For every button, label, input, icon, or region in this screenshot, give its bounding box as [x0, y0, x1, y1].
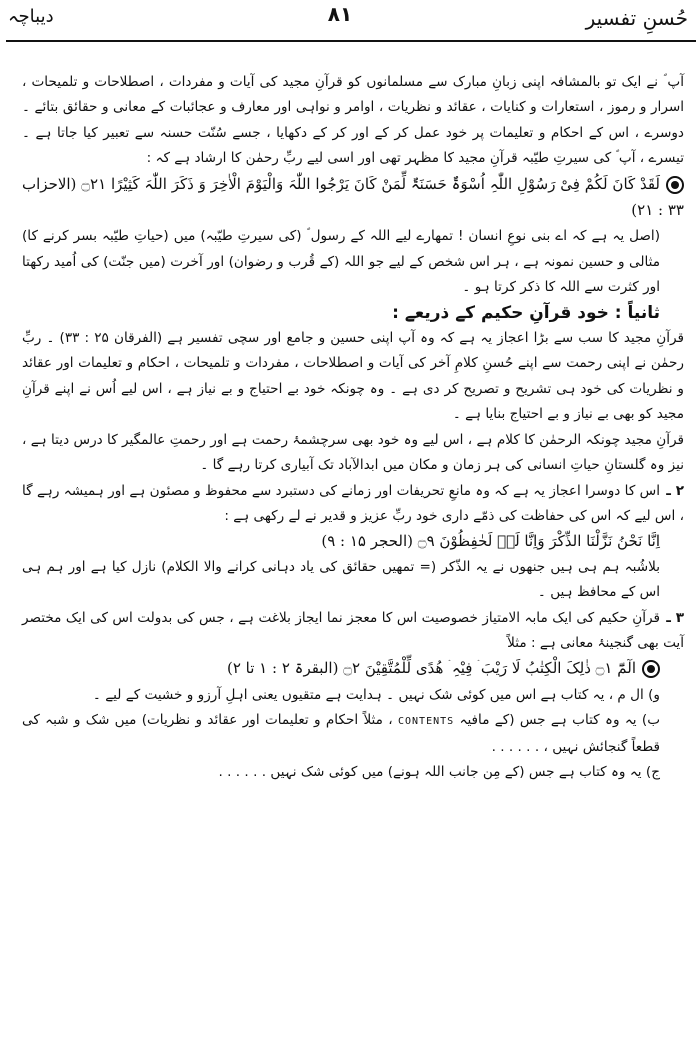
ellipsis: . . . . . .	[218, 763, 267, 780]
item-2	[22, 479, 684, 530]
section-heading: ثانیاً : خود قرآنِ حکیم کے ذریعے :	[392, 302, 660, 323]
ayah-3	[22, 656, 684, 682]
sub-item-b-text-1: یہ وہ کتاب ہے جس (کے مافیہ	[459, 712, 637, 729]
sub-item-c-label: ج)	[645, 763, 660, 780]
section-title: دیباچہ	[8, 6, 54, 27]
sub-item-b-text-2: ، مثلاً احکام و تعلیمات اور عقائد و نظریات) میں شک و شبہ کی قطعاً گنجائش نہیں ،	[22, 712, 660, 755]
item-3	[22, 606, 684, 657]
bullet-circle-icon	[642, 660, 660, 678]
item-3-number: ۳ ـ	[666, 609, 684, 626]
contents-word: CONTENTS	[397, 716, 455, 728]
item-2-text: اس کا دوسرا اعجاز یہ ہے کہ وہ مانعِ تحریفات اور زمانے کی دستبرد سے محفوظ و مصئون ہے اور ہمیشہ رہے گا ، اس لیے کہ اس کی حفاظت کی ذمّے داری خود ربِّ عزیز و قدیر نے لے رکھی ہے :	[22, 482, 684, 524]
ayah-3-text: الٓمّٓ ۝۱ ذٰلِکَ الْکِتٰبُ لَا رَیْبَ ۛ فِیْہِ ۛ ھُدًی لِّلْمُتَّقِیْنَ ۝۲ (البقرۃ ۲ : ۱ تا ۲)	[226, 659, 636, 678]
sub-item-a-label: و)	[648, 686, 660, 703]
sub-item-b-label: ب)	[641, 712, 661, 729]
sub-item-a	[22, 683, 684, 708]
item-3-text: قرآنِ حکیم کی ایک مابہ الامتیاز خصوصیت اس کا معجز نما ایجاز بلاغت ہے ، جس کی بدولت اس کی ایک مختصر آیت بھی گنجینۂ معانی ہے : مثلاً	[22, 609, 684, 651]
item-2-translation: بلاشُبہ ہم ہی ہیں جنھوں نے یہ الذّکر (= تمھیں حقائق کی یاد دہانی کرانے والا الکلام) نازل کیا ہے اور ہم ہی اس کے محافظ ہیں ۔	[22, 558, 660, 601]
sub-item-c	[22, 760, 684, 785]
paragraph-1: آپ ؐ نے ایک تو بالمشافہ اپنی زبانِ مبارک سے مسلمانوں کو قرآنِ مجید کی آیات و مفردات ، اصطلاحات و تلمیحات ، اسرار و رموز ، استعارات و کنایات ، عقائد و نظریات ، اوامر و نواہی اور معارف و عجائبات کے معانی و حقائق بتائے ۔ دوسرے ، اس کے احکام و تعلیمات پر خود عمل کر کے اور کر کے دکھایا ، جسے سُنّت حسنہ سے تعبیر کیا جاتا ہے ۔ تیسرے ، آپ ؐ کی سیرتِ طیّبہ قرآنِ مجید کا مظہر تھی اور اسی لیے ربِّ رحمٰن کا ارشاد ہے کہ :	[22, 74, 684, 167]
header-rule	[6, 40, 696, 42]
ayah-1	[22, 172, 684, 225]
ellipsis: . . . . . .	[491, 738, 540, 755]
page-body	[22, 70, 684, 785]
bullet-circle-icon	[666, 176, 684, 194]
book-title: حُسنِ تفسیر	[585, 6, 688, 30]
paragraph-2: (اصل یہ ہے کہ اے بنی نوعِ انسان ! تمھارے لیے اللہ کے رسول ؐ (کی سیرتِ طیّبہ) میں (حیاتِ طیّبہ بسر کرنے کا) مثالی و حسین نمونہ ہے ، ہر اس شخص کے لیے جو اللہ (کے قُرب و رضوان) اور آخرت (میں جنّت) کی اُمید رکھتا اور کثرت سے اللہ کا ذکر کرتا ہو ۔	[22, 228, 660, 296]
page-number: ۸۱	[327, 2, 353, 26]
paragraph-4: قرآنِ مجید چونکہ الرحمٰن کا کلام ہے ، اس لیے وہ خود بھی سرچشمۂ رحمت ہے اور رحمتِ عالمگیر کا درس دیتا ہے ، نیز وہ گلستانِ حیاتِ انسانی کی ہر زمان و مکان میں ابدالآباد تک آبیاری کرتا رہے گا ۔	[22, 431, 684, 474]
sub-item-a-text: ال م ، یہ کتاب ہے اس میں کوئی شک نہیں ۔ ہدایت ہے متقیوں یعنی اہلِ آرزو و خشیت کے لیے ۔	[92, 686, 644, 703]
ayah-2: اِنَّا نَحْنُ نَزَّلْنَا الذِّکْرَ وَاِنَّا لَہٗ لَحٰفِظُوْنَ ۝۹ (الحجر ۱۵ : ۹)	[321, 532, 660, 551]
paragraph-3: قرآنِ مجید کا سب سے بڑا اعجاز یہ ہے کہ وہ آپ اپنی حسین و جامع اور سچی تفسیر ہے (الفرقان ۲۵ : ۳۳) ۔ ربِّ رحمٰن نے اپنی رحمت سے اپنے حُسنِ کلامِ آخر کی آیات و اصطلاحات ، مفردات و تلمیحات ، احکام و تعلیمات اور عقائد و نظریات کی خود ہی تشریح و تصریح کر دی ہے ۔ وہ چونکہ خود بے احتیاج و بے نیاز ہے ، اس لیے اُس نے اپنے قرآنِ مجید کو بھی بے نیاز و بے احتیاج بنایا ہے ۔	[22, 330, 684, 423]
ayah-1-text: لَقَدْ کَانَ لَکُمْ فِیْ رَسُوْلِ اللّٰہِ اُسْوَۃٌ حَسَنَۃٌ لِّمَنْ کَانَ یَرْجُوا اللّٰہَ وَالْیَوْمَ الْاٰخِرَ وَ ذَکَرَ اللّٰہَ کَثِیْرًا ۝۲۱ (الاحزاب ۳۳ : ۲۱)	[22, 174, 684, 220]
sub-item-b	[22, 708, 684, 760]
item-2-number: ۲ ـ	[666, 482, 684, 499]
sub-item-c-text: یہ وہ کتاب ہے جس (کے مِن جانب اللہ ہونے) میں کوئی شک نہیں	[270, 763, 642, 780]
